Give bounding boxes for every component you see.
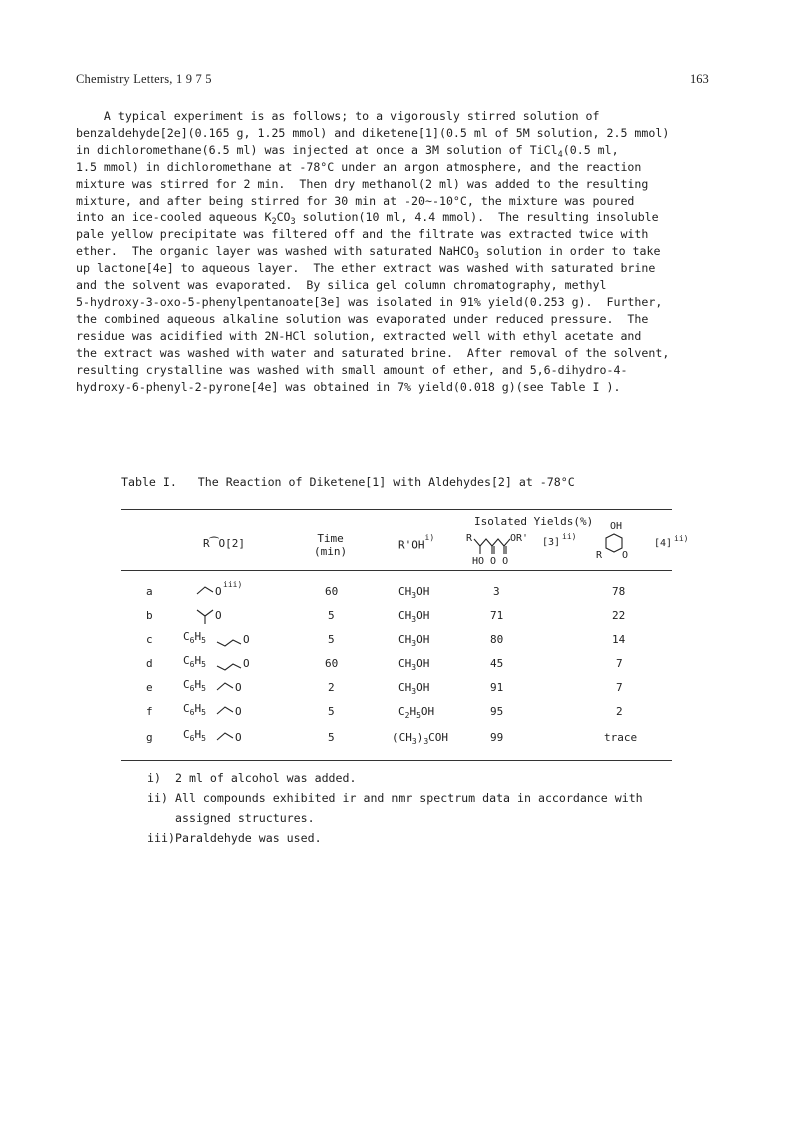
lactone-structure-icon — [596, 520, 696, 560]
aldehyde-structure — [183, 678, 242, 694]
col-yields-label: Isolated Yields(%) — [474, 515, 594, 528]
aldehyde-o: O — [235, 705, 242, 718]
yield-3-cell: 99 — [490, 731, 504, 744]
yield-4-cell: trace — [604, 731, 638, 744]
time-cell: 2 — [328, 681, 335, 694]
ester-note: ii) — [562, 532, 577, 541]
footnote — [147, 771, 356, 785]
alcohol-cell: $(CH_3)_3COH$ — [392, 731, 449, 746]
col-aldehyde-header — [203, 537, 245, 550]
aldehyde-o: O — [235, 731, 242, 744]
paragraph-line: benzaldehyde[2e](0.165 g, 1.25 mmol) and diketene[1](0.5 ml of 5M solution, 2.5 mmol) — [76, 125, 670, 140]
row-label: b — [146, 609, 153, 622]
row-label: f — [146, 705, 153, 718]
paragraph-line: the extract was washed with water and saturated brine. After removal of the solvent, — [76, 345, 670, 360]
yield-3-cell: 45 — [490, 657, 504, 670]
paragraph-line: mixture, and after being stirred for 30 min at -20∼-10°C, the mixture was poured — [76, 193, 635, 208]
r-group: $C_6H_5$ — [183, 630, 206, 645]
col-alcohol-header — [398, 533, 435, 552]
paragraph-line: and the solvent was evaporated. By silica gel column chromatography, methyl — [76, 278, 607, 293]
ester-r-label: R — [466, 533, 473, 544]
time-cell: 5 — [328, 609, 335, 622]
row-label: c — [146, 633, 153, 646]
yield-3-cell: 80 — [490, 633, 504, 646]
paragraph-line: into an ice-cooled aqueous $K_2CO_3$ solution(10 ml, 4.4 mmol). The resulting insoluble — [76, 210, 659, 228]
lactone-r-label: R — [596, 550, 603, 561]
paragraph-line: hydroxy-6-phenyl-2-pyrone[4e] was obtained in 7% yield(0.018 g)(see Table I ). — [76, 379, 621, 394]
time-cell: 5 — [328, 731, 335, 744]
aldehyde-o: O — [235, 681, 242, 694]
ester-structure-icon — [466, 528, 576, 568]
alcohol-cell: $CH_3OH$ — [398, 681, 430, 696]
col-time-label: Time — [317, 532, 344, 545]
yield-3-cell: 3 — [493, 585, 500, 598]
time-cell: 5 — [328, 633, 335, 646]
col-alcohol-note: i) — [424, 533, 435, 542]
footnote-text: Paraldehyde was used. — [175, 831, 322, 845]
footnote — [147, 791, 643, 805]
col-alcohol-label: R'OH — [398, 538, 425, 552]
paragraph-line: pale yellow precipitate was filtered off and the filtrate was extracted twice with — [76, 227, 649, 242]
row-label: g — [146, 731, 153, 744]
footnote-mark: i) — [147, 771, 161, 785]
aldehyde-structure — [183, 702, 242, 718]
paragraph-line: residue was acidified with 2N-HCl solution, extracted well with ethyl acetate and — [76, 328, 642, 343]
yield-4-cell: 78 — [612, 585, 626, 598]
row-label: d — [146, 657, 153, 670]
paragraph-line: A typical experiment is as follows; to a vigorously stirred solution of — [76, 109, 600, 123]
aldehyde-o: O — [243, 633, 250, 646]
yield-3-cell: 91 — [490, 681, 504, 694]
col-aldehyde-label: R⁀O[2] — [203, 537, 245, 550]
ester-bottom-labels: HO O O — [472, 556, 509, 567]
footnote-text: 2 ml of alcohol was added. — [175, 771, 357, 785]
paragraph-line: resulting crystalline was washed with small amount of ether, and 5,6-dihydro-4- — [76, 362, 628, 377]
aldehyde-note: iii) — [223, 580, 243, 589]
ester-ref: [3] — [542, 537, 561, 548]
page-number: 163 — [690, 72, 709, 86]
paragraph-line: the combined aqueous alkaline solution was evaporated under reduced pressure. The — [76, 311, 649, 326]
table-header-rule — [121, 570, 672, 571]
paragraph-line: up lactone[4e] to aqueous layer. The ether extract was washed with saturated brine — [76, 261, 656, 276]
table-bottom-rule — [121, 760, 672, 761]
lactone-note: ii) — [674, 534, 689, 543]
paragraph-line: ether. The organic layer was washed with saturated NaHCO$_3$ solution in order to take — [76, 244, 661, 262]
yield-4-cell: 7 — [616, 681, 623, 694]
yield-3-cell: 95 — [490, 705, 504, 718]
aldehyde-structure — [183, 728, 242, 744]
yield-3-cell: 71 — [490, 609, 504, 622]
alkyl-chain-icon — [217, 654, 257, 674]
yield-4-cell: 14 — [612, 633, 626, 646]
footnote-text: assigned structures. — [175, 811, 315, 825]
r-group: $C_6H_5$ — [183, 654, 206, 669]
lactone-oh-label: OH — [610, 521, 623, 532]
aldehyde-o: O — [243, 657, 250, 670]
paragraph-line: mixture was stirred for 2 min. Then dry methanol(2 ml) was added to the resulting — [76, 176, 649, 191]
footnote — [147, 831, 322, 845]
r-group: $C_6H_5$ — [183, 728, 206, 743]
ester-chain — [474, 539, 510, 546]
paragraph-line: 5-hydroxy-3-oxo-5-phenylpentanoate[3e] was isolated in 91% yield(0.253 g). Further, — [76, 294, 663, 309]
row-label: a — [146, 585, 153, 598]
aldehyde-structure — [183, 630, 250, 646]
lactone-o-label: O — [622, 550, 629, 561]
yield-4-cell: 2 — [616, 705, 623, 718]
col-time-header — [314, 532, 347, 558]
r-group: $C_6H_5$ — [183, 678, 206, 693]
journal-header: Chemistry Letters, 1 9 7 5 — [76, 72, 212, 86]
table-caption: Table I. The Reaction of Diketene[1] with Aldehydes[2] at -78°C — [121, 475, 575, 489]
body-paragraph — [76, 108, 716, 395]
aldehyde-o: O — [215, 585, 222, 598]
time-cell: 5 — [328, 705, 335, 718]
aldehyde-o: O — [215, 609, 222, 622]
alcohol-cell: $CH_3OH$ — [398, 633, 430, 648]
alcohol-cell: $C_2H_5OH$ — [398, 705, 435, 720]
paragraph-line: 1.5 mmol) in dichloromethane at -78°C under an argon atmosphere, and the reaction — [76, 159, 642, 174]
yield-4-cell: 7 — [616, 657, 623, 670]
time-cell: 60 — [325, 657, 339, 670]
lactone-ref: [4] — [654, 538, 673, 549]
paragraph-line: in dichloromethane(6.5 ml) was injected at once a 3M solution of TiCl$_4$(0.5 ml, — [76, 142, 619, 160]
alcohol-cell: $CH_3OH$ — [398, 609, 430, 624]
row-label: e — [146, 681, 153, 694]
table-top-rule — [121, 509, 672, 510]
footnote — [147, 811, 315, 825]
alcohol-cell: $CH_3OH$ — [398, 585, 430, 600]
ester-or-label: OR' — [510, 533, 529, 544]
col-yields-header — [474, 515, 593, 528]
col-time-unit: (min) — [314, 545, 348, 558]
footnote-mark: iii) — [147, 831, 175, 845]
footnote-text: All compounds exhibited ir and nmr spectrum data in accordance with — [175, 791, 643, 805]
time-cell: 60 — [325, 585, 339, 598]
alkyl-chain-icon — [217, 630, 257, 650]
r-group: $C_6H_5$ — [183, 702, 206, 717]
footnote-mark: ii) — [147, 791, 168, 805]
alcohol-cell: $CH_3OH$ — [398, 657, 430, 672]
yield-4-cell: 22 — [612, 609, 626, 622]
lactone-ring — [606, 534, 622, 552]
aldehyde-structure — [183, 654, 250, 670]
